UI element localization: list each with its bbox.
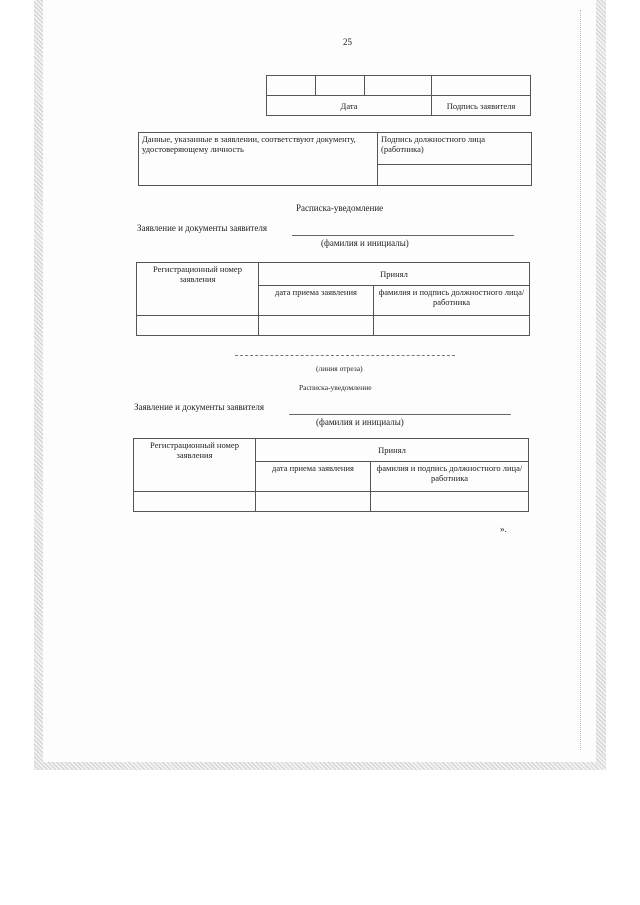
receipt-2-statement-label: Заявление и документы заявителя xyxy=(134,402,264,412)
date-cell-day xyxy=(267,76,316,96)
date-signature-table xyxy=(266,75,531,116)
date-cell-year xyxy=(365,76,432,96)
receipt-2-date-field xyxy=(256,492,371,512)
page-number: 25 xyxy=(343,37,352,47)
receipt-2-accepted-header: Принял xyxy=(256,439,529,462)
cut-line xyxy=(235,355,455,356)
receipt-1-signature-header: фамилия и подпись должностного лица/работника xyxy=(374,286,530,316)
receipt-1-table xyxy=(136,262,530,336)
receipt-2-reg-number-header: Регистрационный номер заявления xyxy=(134,439,256,492)
receipt-2-title: Расписка-уведомление xyxy=(299,383,372,392)
identity-verification-table xyxy=(138,132,532,186)
cut-line-label: (линия отреза) xyxy=(316,364,363,373)
receipt-1-date-field xyxy=(259,316,374,336)
receipt-1-title: Расписка-уведомление xyxy=(296,203,384,213)
official-signature-label: Подпись должностного лица (работника) xyxy=(378,133,532,165)
receipt-1-date-header: дата приема заявления xyxy=(259,286,374,316)
receipt-1-signature-field xyxy=(374,316,530,336)
receipt-2-signature-field xyxy=(371,492,529,512)
scan-artifact-line xyxy=(580,10,581,750)
identity-verification-text: Данные, указанные в заявлении, соответствуют документу, удостоверяющему личность xyxy=(139,133,378,186)
receipt-1-statement-label: Заявление и документы заявителя xyxy=(137,223,267,233)
receipt-2-name-line xyxy=(289,414,511,415)
date-label: Дата xyxy=(267,96,432,116)
receipt-1-accepted-header: Принял xyxy=(259,263,530,286)
receipt-2-date-header: дата приема заявления xyxy=(256,462,371,492)
applicant-signature-label: Подпись заявителя xyxy=(432,96,531,116)
official-signature-field xyxy=(378,164,532,185)
receipt-2-signature-header: фамилия и подпись должностного лица/работника xyxy=(371,462,529,492)
closing-quote-mark: ». xyxy=(500,524,507,534)
receipt-1-name-caption: (фамилия и инициалы) xyxy=(321,238,409,248)
receipt-2-reg-number-field xyxy=(134,492,256,512)
date-cell-month xyxy=(316,76,365,96)
receipt-2-name-caption: (фамилия и инициалы) xyxy=(316,417,404,427)
receipt-1-reg-number-header: Регистрационный номер заявления xyxy=(137,263,259,316)
receipt-2-table xyxy=(133,438,529,512)
receipt-1-name-line xyxy=(292,235,514,236)
receipt-1-reg-number-field xyxy=(137,316,259,336)
signature-cell xyxy=(432,76,531,96)
